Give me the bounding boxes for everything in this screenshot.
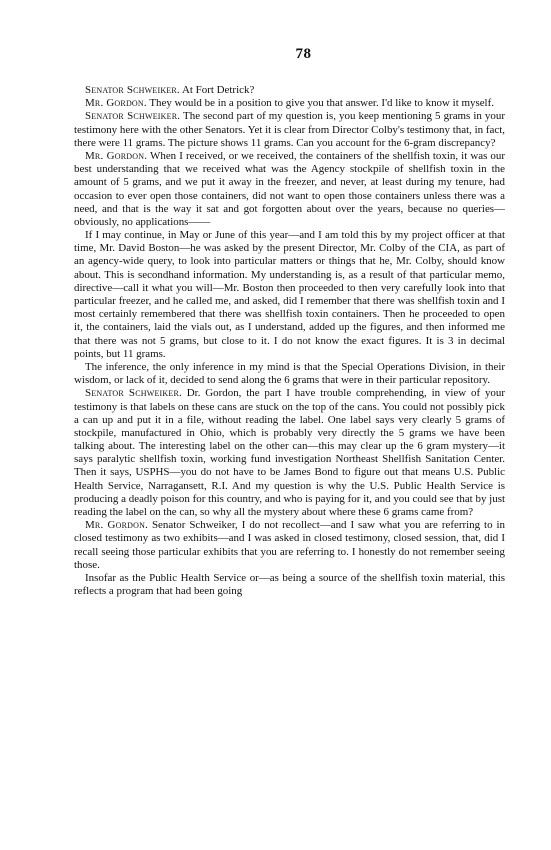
- speaker-name: Senator Schweiker.: [85, 387, 182, 400]
- paragraph-4: [74, 150, 505, 229]
- page-number: 78: [295, 46, 312, 62]
- paragraph-9: [74, 572, 505, 598]
- paragraph-text: Senator Schweiker, I do not recollect—and I saw what you are referring to in closed testimony as two exhibits—and I was asked in closed testimony, closed session, that, did I recall seeing those particular exhibits that you are referring to. I honestly do not remember seeing those.: [74, 519, 506, 571]
- speaker-name: Mr. Gordon.: [85, 97, 147, 110]
- paragraph-text: When I received, or we received, the containers of the shellfish toxin, it was our best understanding that we received what was the Agency stockpile of shellfish toxin in the amount of 5 grams, and we put it away in the freezer, and never, at least during my tenure, had occasion to ever open those containers, did not want to open those containers unless there was a need, and that is the way it sat and got forgotten about over the years, because no queries—obviously, no applications——: [74, 149, 505, 228]
- testimony-text: [74, 84, 505, 598]
- paragraph-text: The inference, the only inference in my mind is that the Special Operations Division, in their wisdom, or lack of it, decided to send along the 6 grams that were in their particular repository.: [74, 360, 505, 387]
- paragraph-5: [74, 229, 505, 361]
- paragraph-1: [74, 84, 505, 97]
- paragraph-3: [74, 110, 505, 150]
- speaker-name: Senator Schweiker.: [85, 84, 180, 96]
- paragraph-8: [74, 519, 505, 572]
- speaker-name: Mr. Gordon.: [85, 519, 149, 532]
- speaker-name: Mr. Gordon.: [85, 149, 148, 162]
- paragraph-text: Dr. Gordon, the part I have trouble comprehending, in view of your testimony is that labels on these cans are stuck on the top of the cans. You could not possibly pick a can up and put it in a file, without reading the label. One label says very clearly 5 grams of stockpile, manufactured in Ohio, which is probably very directly the 5 grams we have been talking about. The interesting label on the other can—this may clear up the 6 gram mystery—it says paralytic shellfish toxin, working fund investigation Northeast Shellfish Sanitation Center. Then it says, USPHS—you do not have to be James Bond to figure out that means U.S. Public Health Service, Narragansett, R.I. And my question is why the U.S. Public Health Service is producing a deadly poison for this country, and who is paying for it, and you could see that by just reading the label on the can, so why all the mystery about where these 6 grams came from?: [74, 387, 505, 518]
- paragraph-text: If I may continue, in May or June of this year—and I am told this by my project officer at that time, Mr. David Boston—he was asked by the present Director, Mr. Colby of the CIA, as part of an agency-wide query, to look into particular matters or things that he, Mr. Colby, should know about. This is secondhand information. My understanding is, as a result of that particular memo, directive—call it what you will—Mr. Boston then proceeded to then very carefully look into that particular freezer, and he called me, and asked, did I remember that there was shellfish toxin and I most certainly remembered that there was shellfish toxin containers. Then he proceeded to open it, the containers, laid the vials out, as I understand, added up the figures, and then informed me that there was not 5 grams, but close to it. I do not know the exact figures. It is 3 in decimal points, but 11 grams.: [74, 229, 505, 360]
- paragraph-text: At Fort Detrick?: [179, 84, 255, 96]
- paragraph-text: The second part of my question is, you keep mentioning 5 grams in your testimony here with the other Senators. Yet it is clear from Director Colby's testimony that, in fact, there were 11 grams. The picture shows 11 grams. Can you account for the 6-gram discrepancy?: [74, 110, 505, 149]
- paragraph-7: [74, 387, 505, 519]
- speaker-name: Senator Schweiker.: [85, 110, 181, 123]
- paragraph-6: [74, 361, 505, 387]
- paragraph-text: Insofar as the Public Health Service or—as being a source of the shellfish toxin material, this reflects a program that had been going: [74, 571, 505, 598]
- paragraph-text: They would be in a position to give you that answer. I'd like to know it myself.: [146, 97, 494, 110]
- paragraph-2: [74, 97, 505, 110]
